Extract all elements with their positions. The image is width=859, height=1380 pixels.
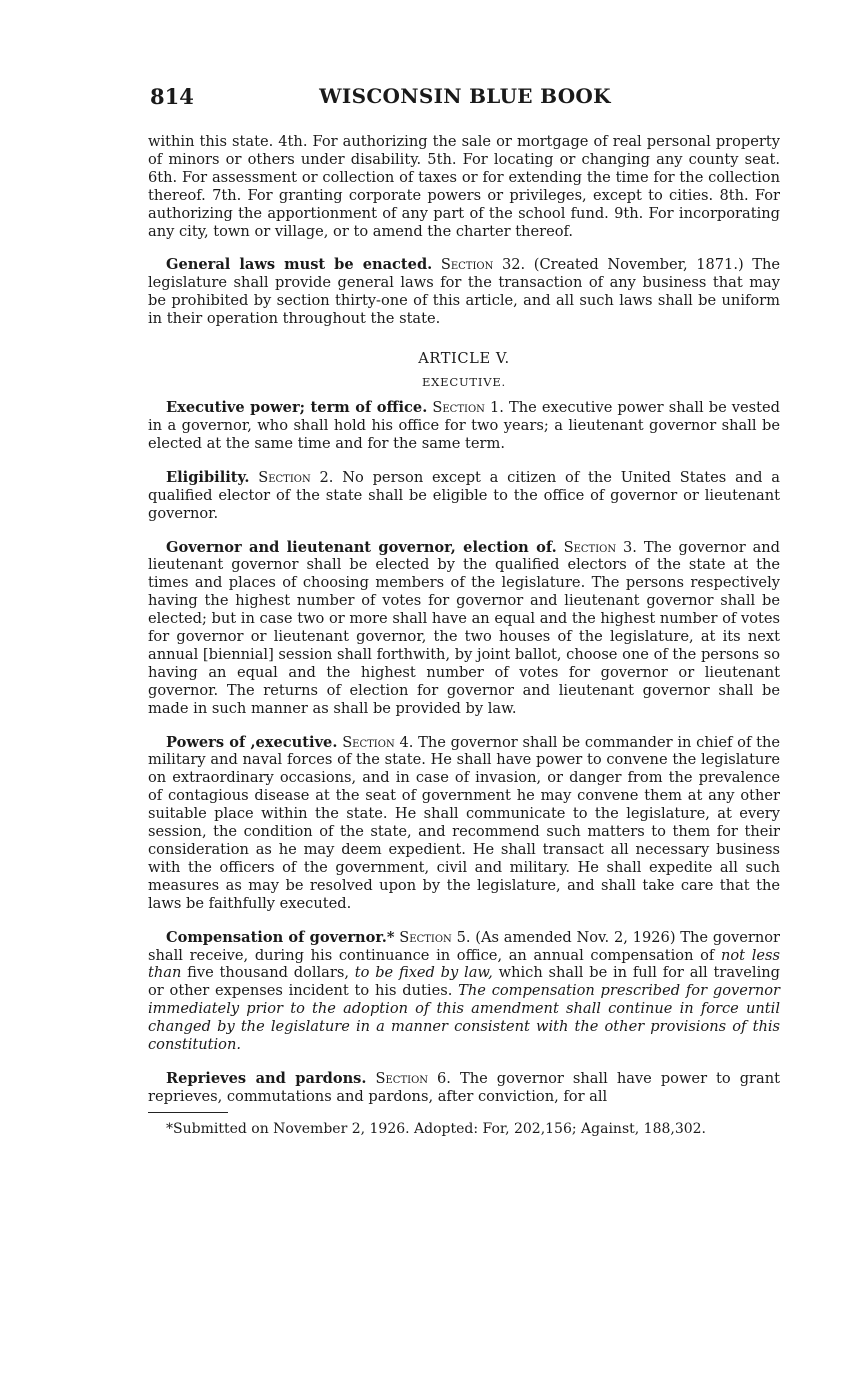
section-6-text: The governor shall have power to grant reprieves, commutations and pardons, after conviction, for all xyxy=(148,1069,780,1105)
section-4-label: Section 4. xyxy=(342,733,414,751)
section-2-label: Section 2. xyxy=(258,468,334,486)
section-32-heading: General laws must be enacted. xyxy=(166,256,433,274)
section-6-paragraph xyxy=(148,1070,780,1106)
section-5-heading: Compensation of governor.* xyxy=(166,928,395,946)
section-3-label: Section 3. xyxy=(563,538,637,556)
section-5-text: (As amended Nov. 2, 1926) The governor shall receive, during his continuance in office, an annual compensation of xyxy=(148,928,781,964)
section-2-heading: Eligibility. xyxy=(166,468,250,486)
section-6-label: Section 6. xyxy=(375,1069,451,1087)
section-5-paragraph xyxy=(148,929,780,1054)
continuation-text: within this state. 4th. For authorizing the sale or mortgage of real personal property of minors or others under disability. 5th. For locating or changing any county seat. 6th. For assessment or collection of taxes or for extending the time for the collection thereof. 7th. For granting corporate powers or privileges, except to cities. 8th. For authorizing the apportionment of any part of the school fund. 9th. For incorporating any city, town or village, or to amend the charter thereof. xyxy=(148,133,780,240)
section-5-italic-text: to be fixed by law, xyxy=(354,964,493,982)
section-32-paragraph xyxy=(148,256,780,328)
section-6-heading: Reprieves and pardons. xyxy=(166,1069,367,1087)
section-1-paragraph xyxy=(148,399,780,453)
page-number: 814 xyxy=(150,84,194,109)
section-5-text: which shall be in full for all traveling or other expenses incident to his duties. xyxy=(148,964,781,1000)
continuation-paragraph xyxy=(148,133,780,240)
page-body xyxy=(148,133,780,1138)
article-subtitle: EXECUTIVE. xyxy=(421,375,507,390)
section-5-italic-text: The compensation prescribed for governor immediately prior to the adoption of this amendment shall continue in force until changed by the legislature in a manner consistent with the other provisions of this constitution. xyxy=(148,982,780,1054)
footnote xyxy=(148,1121,780,1138)
running-title: WISCONSIN BLUE BOOK xyxy=(319,84,611,108)
section-5-label: Section 5. xyxy=(399,928,471,946)
section-4-paragraph xyxy=(148,734,780,913)
section-2-text: No person except a citizen of the United States and a qualified elector of the state shall be eligible to the office of governor or lieutenant governor. xyxy=(148,468,780,522)
section-1-heading: Executive power; term of office. xyxy=(166,399,428,417)
running-head xyxy=(150,84,780,112)
footnote-divider xyxy=(148,1112,228,1113)
section-1-label: Section 1. xyxy=(432,399,504,417)
footnote-text: *Submitted on November 2, 1926. Adopted: For, 202,156; Against, 188,302. xyxy=(166,1120,707,1137)
section-2-paragraph xyxy=(148,469,780,523)
section-3-heading: Governor and lieutenant governor, election of. xyxy=(166,538,557,556)
article-title: ARTICLE V. xyxy=(418,350,510,368)
section-3-paragraph xyxy=(148,539,780,718)
section-5-italic-text: not less than xyxy=(148,946,780,982)
section-3-text: The governor and lieutenant governor shall be elected by the qualified electors of the state at the times and places of choosing members of the legislature. The persons respectively having the highest number of votes for governor and lieutenant governor shall be elected; but in case two or more shall have an equal and the highest number of votes for governor or lieutenant governor, the two houses of the legislature, at its next annual [biennial] session shall forthwith, by joint ballot, choose one of the persons so having an equal and the highest number of votes for governor or lieutenant governor. The returns of election for governor and lieutenant governor shall be made in such manner as shall be provided by law. xyxy=(148,538,781,717)
section-1-text: The executive power shall be vested in a governor, who shall hold his office for two years; a lieutenant governor shall be elected at the same time and for the same term. xyxy=(148,399,781,452)
section-5-text: five thousand dollars, xyxy=(187,964,349,982)
section-4-text: The governor shall be commander in chief of the military and naval forces of the state. He shall have power to convene the legislature on extraordinary occasions, and in case of invasion, or danger from the prevalence of contagious disease at the seat of government he may convene them at any other suitable place within the state. He shall communicate to the legislature, at every session, the condition of the state, and recommend such matters to them for their consideration as he may deem expedient. He shall transact all necessary business with the officers of the government, civil and military. He shall expedite all such measures as may be resolved upon by the legislature, and shall take care that the laws be faithfully executed. xyxy=(148,733,780,912)
section-32-text: (Created November, 1871.) The legislature shall provide general laws for the transaction of any business that may be prohibited by section thirty-one of this article, and all such laws shall be uniform in their operation throughout the state. xyxy=(148,256,781,328)
section-4-heading: Powers of ,executive. xyxy=(166,733,338,751)
section-32-label: Section 32. xyxy=(440,256,526,274)
